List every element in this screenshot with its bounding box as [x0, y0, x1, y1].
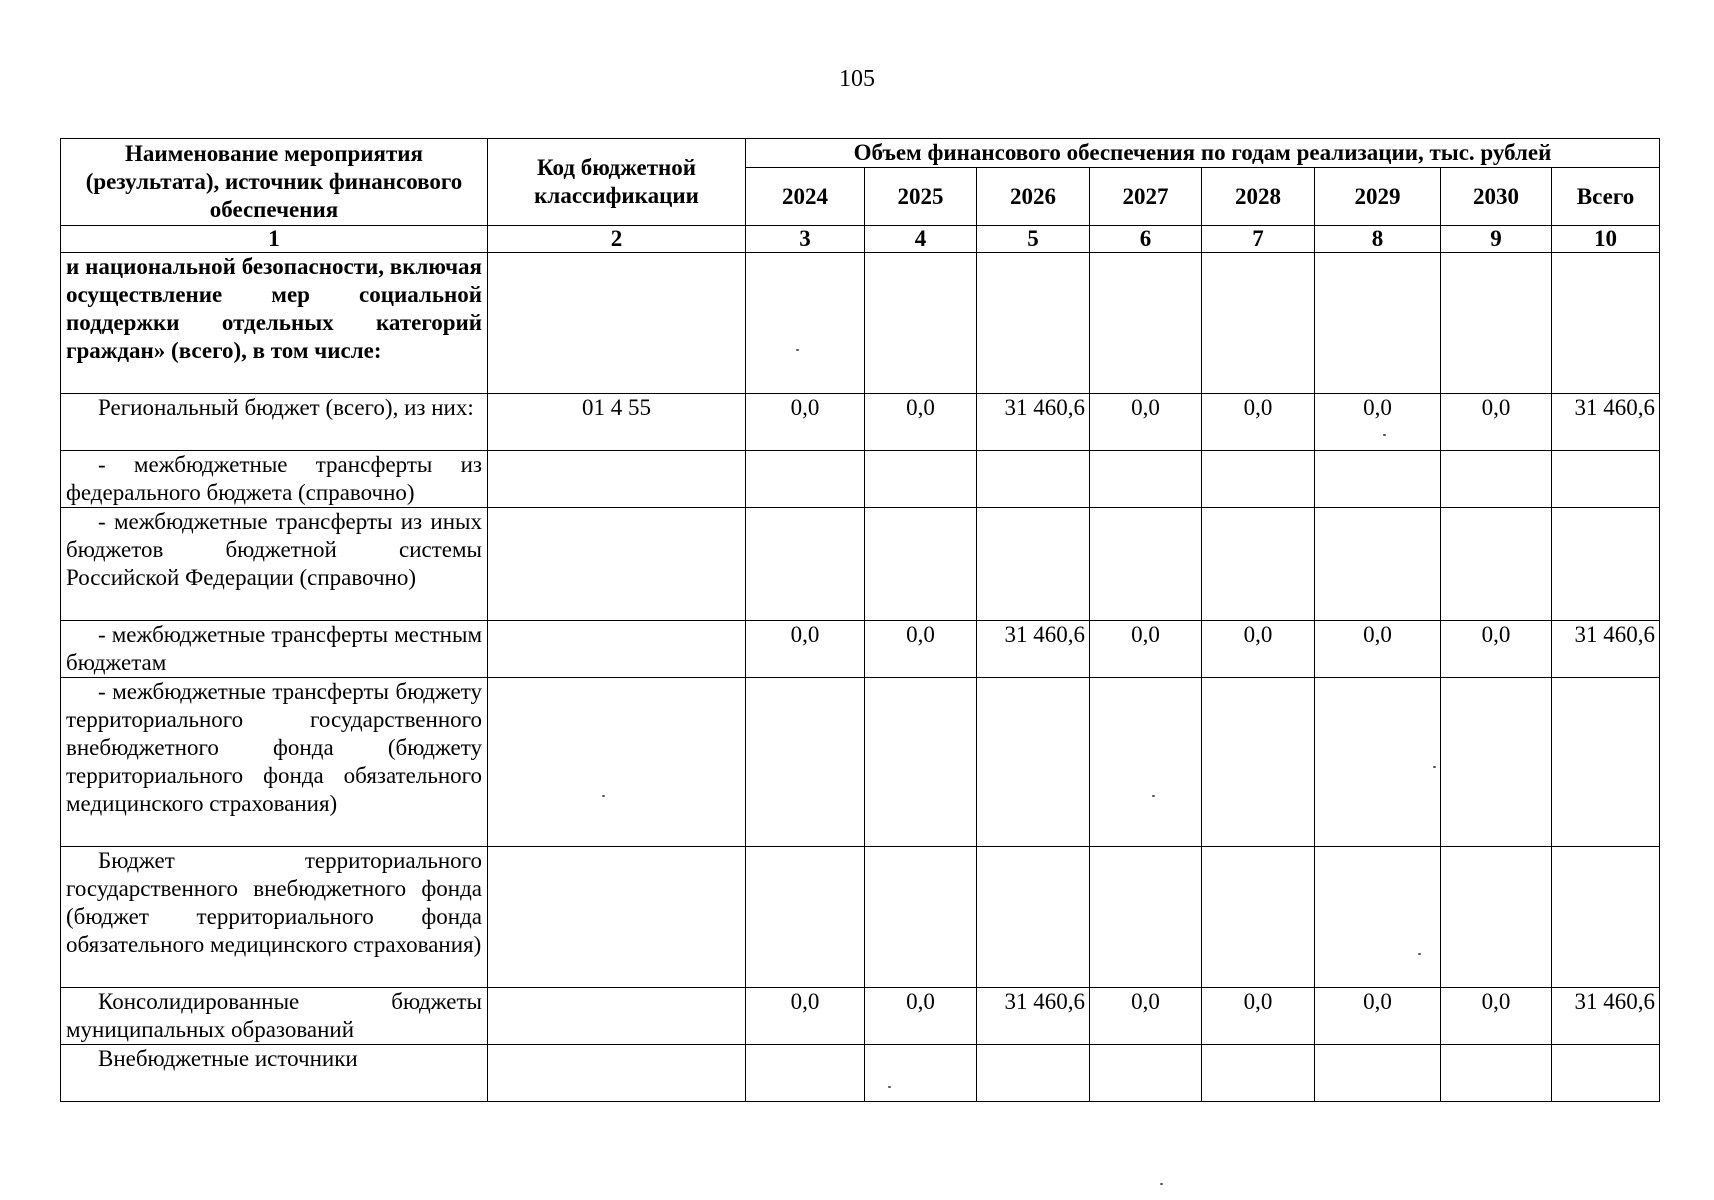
row-name: - межбюджетные трансферты из иных бюджетов бюджетной системы Российской Федерации (справочно) — [61, 508, 488, 621]
row-value: 0,0 — [1441, 394, 1552, 451]
row-name: - межбюджетные трансферты бюджету территориального государственного внебюджетного фонда (бюджету территориального фонда обязательного медицинского страхования) — [61, 678, 488, 847]
row-value — [1552, 508, 1660, 621]
row-value: 0,0 — [1202, 988, 1315, 1045]
row-name: - межбюджетные трансферты из федерального бюджета (справочно) — [61, 451, 488, 508]
row-value — [1202, 847, 1315, 988]
row-value — [1090, 678, 1202, 847]
header-name-column: Наименование мероприятия (результата), источник финансового обеспечения — [61, 139, 488, 226]
row-value: 31 460,6 — [1552, 988, 1660, 1045]
row-value — [1552, 451, 1660, 508]
column-number: 1 — [61, 226, 488, 253]
row-value — [746, 451, 865, 508]
scan-speck — [888, 1086, 891, 1088]
row-name: Бюджет территориального государственного внебюджетного фонда (бюджет территориального фонда обязательного медицинского страхования) — [61, 847, 488, 988]
budget-table — [60, 138, 1660, 1102]
row-code — [488, 621, 746, 678]
row-value: 0,0 — [1315, 394, 1441, 451]
table-row — [61, 988, 1660, 1045]
row-value: 0,0 — [1441, 621, 1552, 678]
row-value — [1315, 1045, 1441, 1102]
row-code — [488, 678, 746, 847]
row-value: 0,0 — [1090, 394, 1202, 451]
column-number: 3 — [746, 226, 865, 253]
row-value — [977, 678, 1090, 847]
header-code-column: Код бюджетной классификации — [488, 139, 746, 226]
row-value — [1552, 678, 1660, 847]
scan-speck — [1383, 434, 1386, 436]
row-value — [977, 451, 1090, 508]
row-value: 0,0 — [1202, 621, 1315, 678]
header-year: 2030 — [1441, 168, 1552, 226]
header-year: 2029 — [1315, 168, 1441, 226]
row-code — [488, 451, 746, 508]
row-value — [977, 847, 1090, 988]
header-year: 2025 — [865, 168, 977, 226]
row-value: 0,0 — [746, 394, 865, 451]
row-value — [1441, 1045, 1552, 1102]
row-value: 0,0 — [865, 394, 977, 451]
row-value — [1202, 1045, 1315, 1102]
scan-speck — [796, 349, 799, 351]
table-body — [61, 253, 1660, 1102]
header-funding-group: Объем финансового обеспечения по годам реализации, тыс. рублей — [746, 139, 1660, 168]
row-value — [1202, 451, 1315, 508]
row-value — [865, 451, 977, 508]
row-code — [488, 988, 746, 1045]
row-value — [1202, 678, 1315, 847]
row-value — [1315, 253, 1441, 394]
row-value: 31 460,6 — [1552, 621, 1660, 678]
row-value — [1441, 451, 1552, 508]
scan-speck — [602, 795, 605, 797]
column-number: 7 — [1202, 226, 1315, 253]
column-number: 6 — [1090, 226, 1202, 253]
row-value — [865, 847, 977, 988]
row-value — [977, 253, 1090, 394]
row-value: 0,0 — [1441, 988, 1552, 1045]
scan-speck — [1152, 795, 1155, 797]
table-row — [61, 451, 1660, 508]
row-code — [488, 508, 746, 621]
row-value — [1552, 1045, 1660, 1102]
row-value: 0,0 — [865, 621, 977, 678]
row-value: 0,0 — [1090, 621, 1202, 678]
table-row — [61, 394, 1660, 451]
row-code — [488, 1045, 746, 1102]
row-name: Внебюджетные источники — [61, 1045, 488, 1102]
row-value — [1090, 253, 1202, 394]
row-value — [977, 508, 1090, 621]
row-value: 31 460,6 — [977, 621, 1090, 678]
table-row — [61, 1045, 1660, 1102]
scan-speck — [1160, 1183, 1163, 1185]
table-row — [61, 847, 1660, 988]
row-value — [1552, 847, 1660, 988]
row-value — [1090, 451, 1202, 508]
row-value — [746, 253, 865, 394]
row-value — [1315, 847, 1441, 988]
row-value: 0,0 — [1315, 621, 1441, 678]
column-number: 4 — [865, 226, 977, 253]
header-total: Всего — [1552, 168, 1660, 226]
row-value — [1090, 1045, 1202, 1102]
row-code: 01 4 55 — [488, 394, 746, 451]
row-value — [1441, 253, 1552, 394]
row-value — [865, 1045, 977, 1102]
column-number: 10 — [1552, 226, 1660, 253]
column-number-row — [61, 226, 1660, 253]
table-header — [61, 139, 1660, 253]
page-number: 105 — [839, 66, 875, 92]
row-value — [865, 253, 977, 394]
header-row-group — [61, 139, 1660, 168]
column-number: 2 — [488, 226, 746, 253]
column-number: 8 — [1315, 226, 1441, 253]
column-number: 5 — [977, 226, 1090, 253]
header-year: 2028 — [1202, 168, 1315, 226]
column-number: 9 — [1441, 226, 1552, 253]
row-value — [977, 1045, 1090, 1102]
table-row — [61, 678, 1660, 847]
scan-speck — [1433, 766, 1436, 768]
row-value: 0,0 — [1202, 394, 1315, 451]
row-value — [1441, 847, 1552, 988]
scan-speck — [1418, 953, 1421, 955]
row-code — [488, 253, 746, 394]
row-value: 0,0 — [746, 621, 865, 678]
row-name: Консолидированные бюджеты муниципальных образований — [61, 988, 488, 1045]
row-value — [1202, 508, 1315, 621]
row-value: 31 460,6 — [977, 394, 1090, 451]
row-value — [865, 508, 977, 621]
header-year: 2026 — [977, 168, 1090, 226]
row-value — [746, 508, 865, 621]
row-value — [1552, 253, 1660, 394]
row-value — [746, 847, 865, 988]
table-row — [61, 253, 1660, 394]
table-row — [61, 621, 1660, 678]
row-value: 0,0 — [1315, 988, 1441, 1045]
row-value — [1441, 678, 1552, 847]
table-row — [61, 508, 1660, 621]
row-value — [1090, 847, 1202, 988]
row-code — [488, 847, 746, 988]
row-value — [865, 678, 977, 847]
row-value: 0,0 — [746, 988, 865, 1045]
row-value — [1315, 451, 1441, 508]
row-name: и национальной безопасности, включая осуществление мер социальной поддержки отдельных категорий граждан» (всего), в том числе: — [61, 253, 488, 394]
header-year: 2024 — [746, 168, 865, 226]
row-value — [746, 1045, 865, 1102]
row-value: 31 460,6 — [1552, 394, 1660, 451]
row-value: 0,0 — [1090, 988, 1202, 1045]
row-value — [1202, 253, 1315, 394]
row-value — [1090, 508, 1202, 621]
row-value — [1315, 678, 1441, 847]
header-year: 2027 — [1090, 168, 1202, 226]
row-name: Региональный бюджет (всего), из них: — [61, 394, 488, 451]
row-value — [746, 678, 865, 847]
row-name: - межбюджетные трансферты местным бюджетам — [61, 621, 488, 678]
row-value — [1315, 508, 1441, 621]
row-value: 0,0 — [865, 988, 977, 1045]
row-value: 31 460,6 — [977, 988, 1090, 1045]
row-value — [1441, 508, 1552, 621]
